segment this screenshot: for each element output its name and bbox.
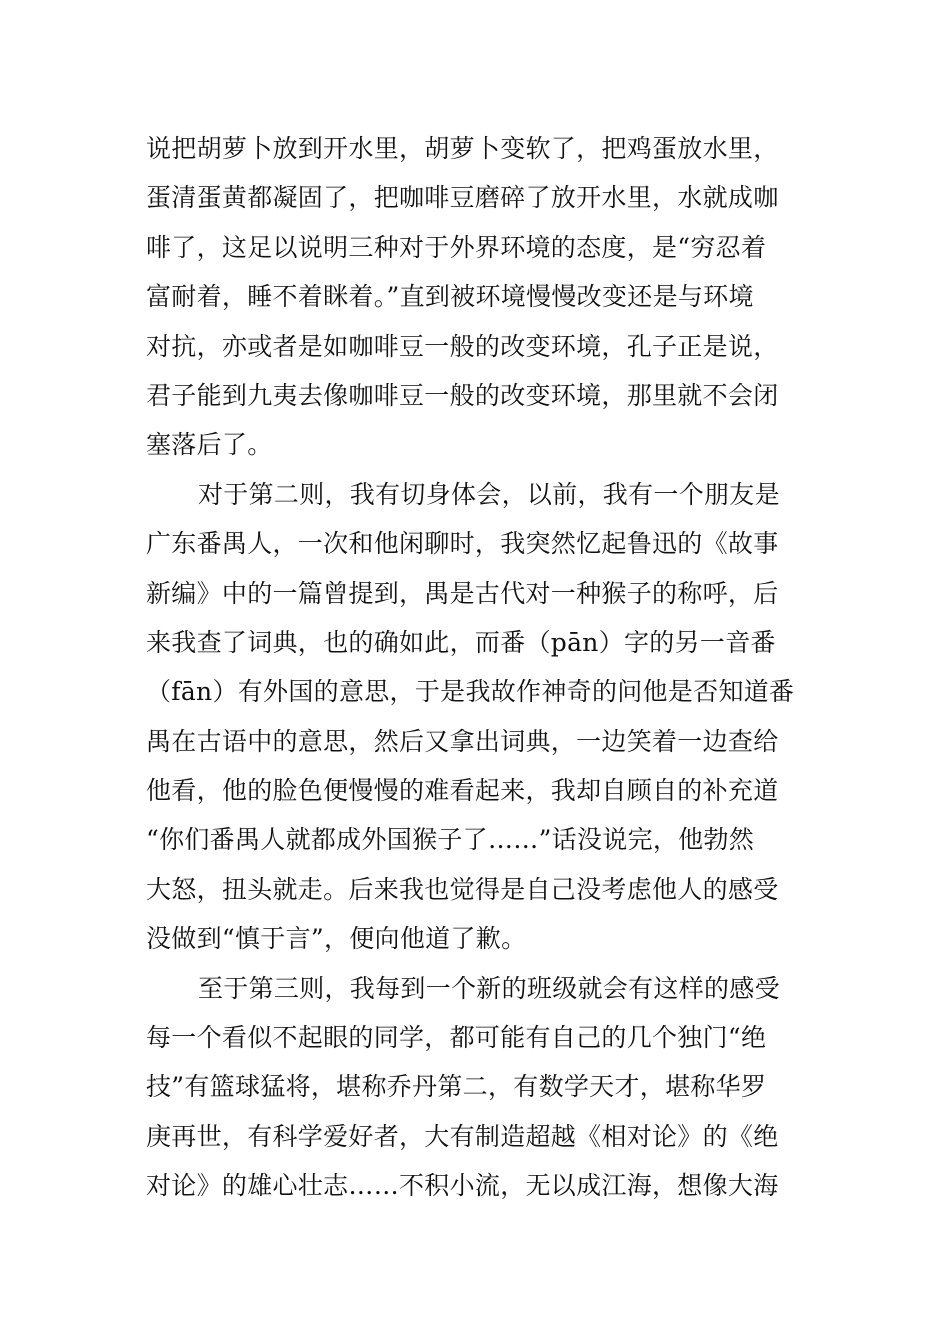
text-line: （fān）有外国的意思，于是我故作神奇的问他是否知道番 <box>146 677 795 707</box>
paragraph-start-line: 至于第三则，我每到一个新的班级就会有这样的感受 <box>198 973 780 1003</box>
paragraph-start-line: 对于第二则，我有切身体会，以前，我有一个朋友是 <box>198 479 780 509</box>
text-line: 广东番禺人，一次和他闲聊时，我突然忆起鲁迅的《故事 <box>146 529 779 559</box>
text-line: 说把胡萝卜放到开水里，胡萝卜变软了，把鸡蛋放水里， <box>146 134 779 163</box>
text-line: 对论》的雄心壮志……不积小流，无以成江海，想像大海 <box>146 1171 779 1201</box>
text-line: 没做到“慎于言”，便向他道了歉。 <box>146 924 527 954</box>
text-line: 他看，他的脸色便慢慢的难看起来，我却自顾自的补充道 <box>146 776 779 806</box>
text-line: 每一个看似不起眼的同学，都可能有自己的几个独门“绝 <box>146 1023 767 1053</box>
text-line: 对抗，亦或者是如咖啡豆一般的改变环境，孔子正是说， <box>146 331 779 361</box>
text-line: 君子能到九夷去像咖啡豆一般的改变环境，那里就不会闭 <box>146 380 779 410</box>
text-line: 大怒，扭头就走。后来我也觉得是自己没考虑他人的感受 <box>146 874 779 904</box>
text-line: 技”有篮球猛将，堪称乔丹第二，有数学天才，堪称华罗 <box>146 1072 767 1102</box>
text-line: 富耐着，睡不着眯着。”直到被环境慢慢改变还是与环境 <box>146 282 754 312</box>
text-line: 来我查了词典，也的确如此，而番（pān）字的另一音番 <box>146 627 776 657</box>
text-line: 新编》中的一篇曾提到，禺是古代对一种猴子的称呼，后 <box>146 578 779 608</box>
text-line: 蛋清蛋黄都凝固了，把咖啡豆磨碎了放开水里，水就成咖 <box>146 183 779 213</box>
text-line: 塞落后了。 <box>146 430 273 460</box>
text-line: 禺在古语中的意思，然后又拿出词典，一边笑着一边查给 <box>146 726 779 756</box>
text-line: “你们番禺人就都成外国猴子了……”话没说完，他勃然 <box>146 825 755 855</box>
text-line: 啡了，这足以说明三种对于外界环境的态度，是“穷忍着 <box>146 232 767 262</box>
text-line: 庚再世，有科学爱好者，大有制造超越《相对论》的《绝 <box>146 1121 779 1151</box>
body-text <box>146 124 806 1211</box>
